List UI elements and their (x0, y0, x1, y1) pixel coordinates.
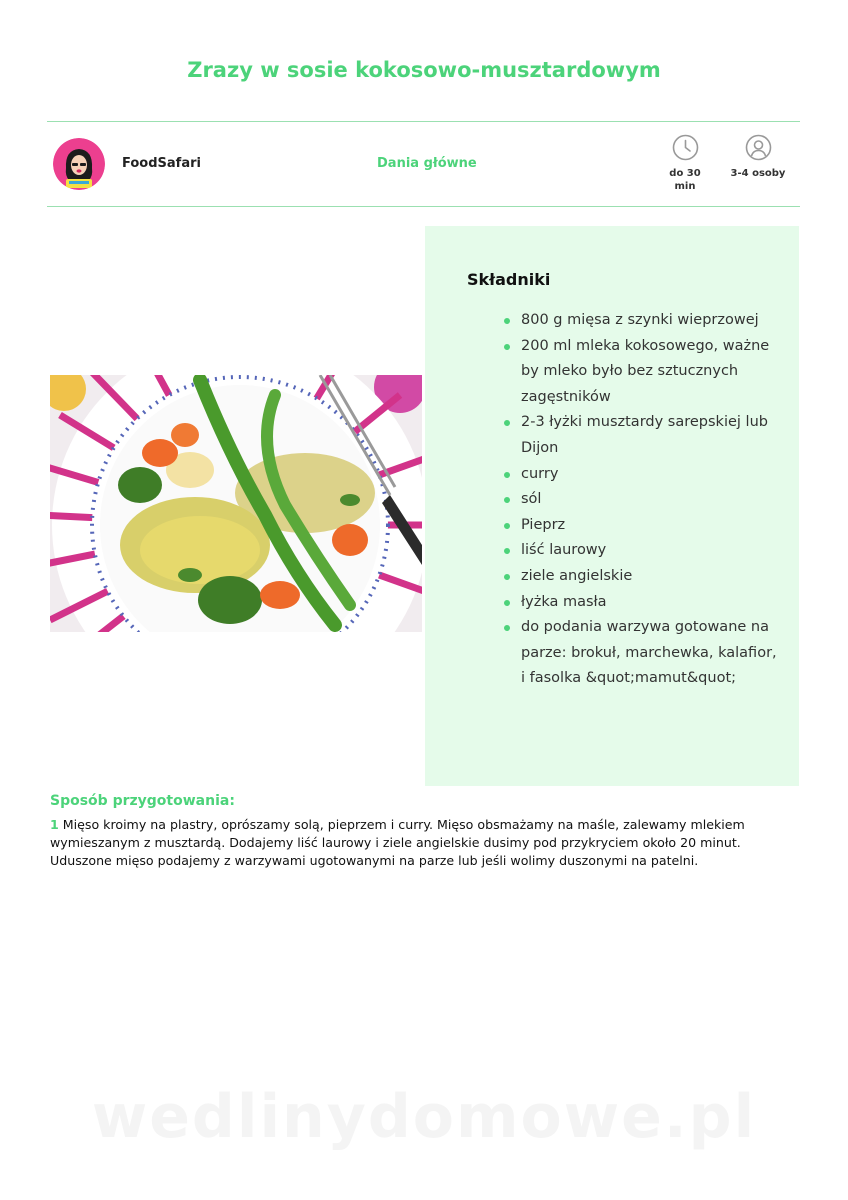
ingredient-item: Pieprz (521, 513, 779, 539)
ingredient-item: curry (521, 462, 779, 488)
step-text: Mięso kroimy na plastry, oprószamy solą, pieprzem i curry. Mięso obsmażamy na maśle, zalewamy mlekiem wymieszanym z musztardą. Dodajemy liść laurowy i ziele angielskie dusimy pod przykryciem około 20 minut. Uduszone mięso podajemy z warzywami ugotowanymi na parze lub jeśli wolimy duszonymi na patelni. (50, 817, 745, 868)
prep-time (665, 134, 705, 193)
ingredient-item: sól (521, 487, 779, 513)
ingredient-item: 800 g mięsa z szynki wieprzowej (521, 308, 779, 334)
ingredient-item: 2-3 łyżki musztardy sarepskiej lub Dijon (521, 410, 779, 461)
ingredient-item: do podania warzywa gotowane na parze: brokuł, marchewka, kalafior, i fasolka &quot;mamut&quot; (521, 615, 779, 692)
person-icon (745, 134, 772, 161)
dish-photo-illustration (50, 375, 422, 632)
ingredient-item: łyżka masła (521, 590, 779, 616)
recipe-title: Zrazy w sosie kokosowo-musztardowym (187, 58, 661, 82)
avatar-illustration (53, 138, 105, 190)
servings-label: 3-4 osoby (730, 168, 786, 179)
site-watermark: wedlinydomowe.pl (91, 1082, 757, 1152)
recipe-photo (50, 375, 422, 632)
step-number: 1 (50, 817, 59, 832)
ingredients-panel (425, 226, 799, 786)
ingredient-item: ziele angielskie (521, 564, 779, 590)
preparation-heading: Sposób przygotowania: (50, 793, 235, 809)
ingredient-item: liść laurowy (521, 538, 779, 564)
servings (727, 134, 789, 180)
preparation-step (50, 816, 770, 870)
author-name[interactable]: FoodSafari (122, 156, 201, 171)
clock-icon (672, 134, 699, 161)
author-avatar[interactable] (53, 138, 105, 190)
recipe-meta-bar (47, 121, 800, 207)
ingredients-heading: Składniki (467, 270, 551, 289)
ingredient-item: 200 ml mleka kokosowego, ważne by mleko było bez sztucznych zagęstników (521, 334, 779, 411)
recipe-category[interactable]: Dania główne (377, 156, 477, 171)
prep-time-label: do 30 min (669, 168, 701, 192)
ingredients-list (521, 308, 779, 692)
